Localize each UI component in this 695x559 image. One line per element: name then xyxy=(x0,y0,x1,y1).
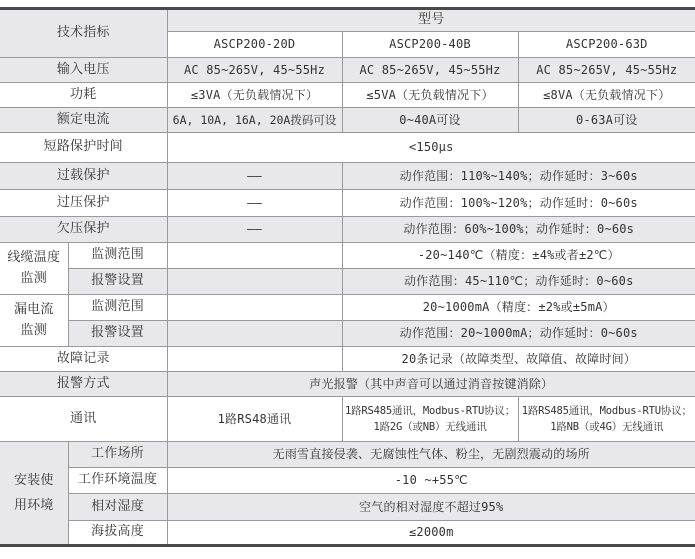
cable-temp-group-line1: 线缆温度 xyxy=(7,249,61,265)
leakage-alarm-empty-cell xyxy=(167,321,342,347)
fault-record-label-cell: 故障记录 xyxy=(0,347,167,372)
row-input-voltage xyxy=(0,58,695,83)
cable-temp-group-line2: 监测 xyxy=(20,270,47,286)
communication-value-63d xyxy=(518,397,695,442)
communication-40b-line2: 1路2G（或NB）无线通讯 xyxy=(373,421,487,433)
row-alarm-mode xyxy=(0,372,695,397)
rated-current-value-40b: 0~40A可设 xyxy=(342,108,518,133)
overvoltage-value-cell: 动作范围：100%~120%；动作延时：0~60s xyxy=(342,190,695,217)
row-short-circuit-time xyxy=(0,133,695,163)
communication-40b-line1: 1路RS485通讯，Modbus-RTU协议； xyxy=(344,404,516,417)
environment-group-label-cell xyxy=(0,442,68,546)
undervoltage-label-cell: 欠压保护 xyxy=(0,217,167,243)
communication-label-cell: 通讯 xyxy=(0,397,167,442)
cable-temp-range-empty-cell xyxy=(167,243,342,269)
environment-group-line1: 安装使 xyxy=(13,472,54,488)
row-env-humidity xyxy=(0,494,695,521)
row-leakage-range xyxy=(0,295,695,321)
row-cable-temp-alarm xyxy=(0,269,695,295)
undervoltage-dash-cell: —— xyxy=(167,217,342,243)
input-voltage-label-cell: 输入电压 xyxy=(0,58,167,83)
undervoltage-value-cell: 动作范围：60%~100%；动作延时：0~60s xyxy=(342,217,695,243)
env-workplace-label-cell: 工作场所 xyxy=(68,442,167,468)
leakage-alarm-value-cell: 动作范围：20~1000mA；动作延时：0~60s xyxy=(342,321,695,347)
env-workplace-value-cell: 无雨雪直接侵袭、无腐蚀性气体、粉尘，无剧烈震动的场所 xyxy=(167,442,695,468)
short-circuit-label-cell: 短路保护时间 xyxy=(0,133,167,163)
overvoltage-dash-cell: —— xyxy=(167,190,342,217)
row-env-altitude xyxy=(0,521,695,546)
env-humidity-value-cell: 空气的相对湿度不超过95% xyxy=(167,494,695,521)
overvoltage-label-cell: 过压保护 xyxy=(0,190,167,217)
row-communication xyxy=(0,397,695,442)
environment-group-line2: 用环境 xyxy=(13,498,54,513)
cable-temp-alarm-value-cell: 动作范围：45~110℃；动作延时：0~60s xyxy=(342,269,695,295)
input-voltage-value-63d: AC 85~265V, 45~55Hz xyxy=(518,58,695,83)
tech-indicators-header-cell: 技术指标 xyxy=(0,9,167,58)
leakage-range-label-cell: 监测范围 xyxy=(68,295,167,321)
row-model-header xyxy=(0,9,695,32)
overload-dash-cell: —— xyxy=(167,163,342,190)
communication-63d-line2: 1路NB（或4G）无线通讯 xyxy=(550,421,664,433)
cable-temp-alarm-empty-cell xyxy=(167,269,342,295)
row-env-temperature xyxy=(0,468,695,494)
env-temperature-label-cell: 工作环境温度 xyxy=(68,468,167,494)
communication-63d-line1: 1路RS485通讯，Modbus-RTU协议； xyxy=(521,404,692,417)
model-name-cell-63d: ASCP200-63D xyxy=(518,32,695,58)
leakage-group-line2: 监测 xyxy=(20,322,47,338)
spec-document-page xyxy=(0,7,695,559)
env-altitude-label-cell: 海拔高度 xyxy=(68,521,167,546)
input-voltage-value-20d: AC 85~265V, 45~55Hz xyxy=(167,58,342,83)
input-voltage-value-40b: AC 85~265V, 45~55Hz xyxy=(342,58,518,83)
power-value-40b: ≤5VA（无负载情况下） xyxy=(342,83,518,108)
row-power xyxy=(0,83,695,108)
fault-record-empty-cell xyxy=(167,347,342,372)
rated-current-label-cell: 额定电流 xyxy=(0,108,167,133)
rated-current-value-63d: 0-63A可设 xyxy=(518,108,695,133)
power-label-cell: 功耗 xyxy=(0,83,167,108)
leakage-group-label-cell xyxy=(0,295,68,347)
spec-table xyxy=(0,7,695,547)
fault-record-value-cell: 20条记录（故障类型、故障值、故障时间） xyxy=(342,347,695,372)
row-cable-temp-range xyxy=(0,243,695,269)
power-value-63d: ≤8VA（无负载情况下） xyxy=(518,83,695,108)
communication-value-40b xyxy=(342,397,518,442)
overload-label-cell: 过载保护 xyxy=(0,163,167,190)
leakage-alarm-label-cell: 报警设置 xyxy=(68,321,167,347)
rated-current-value-20d: 6A, 10A, 16A, 20A拨码可设 xyxy=(167,108,342,133)
model-header-cell: 型号 xyxy=(167,9,695,32)
row-overload-protection xyxy=(0,163,695,190)
row-overvoltage-protection xyxy=(0,190,695,217)
cable-temp-range-value-cell: -20~140℃（精度：±4%或者±2℃） xyxy=(342,243,695,269)
overload-value-cell: 动作范围：110%~140%；动作延时：3~60s xyxy=(342,163,695,190)
row-env-workplace xyxy=(0,442,695,468)
power-value-20d: ≤3VA（无负载情况下） xyxy=(167,83,342,108)
alarm-mode-label-cell: 报警方式 xyxy=(0,372,167,397)
cable-temp-group-label-cell xyxy=(0,243,68,295)
env-altitude-value-cell: ≤2000m xyxy=(167,521,695,546)
env-temperature-value-cell: -10 ~+55℃ xyxy=(167,468,695,494)
model-name-cell-20d: ASCP200-20D xyxy=(167,32,342,58)
leakage-range-empty-cell xyxy=(167,295,342,321)
model-name-cell-40b: ASCP200-40B xyxy=(342,32,518,58)
alarm-mode-value-cell: 声光报警（其中声音可以通过消音按键消除） xyxy=(167,372,695,397)
row-rated-current xyxy=(0,108,695,133)
row-leakage-alarm xyxy=(0,321,695,347)
communication-value-20d: 1路RS48通讯 xyxy=(167,397,342,442)
env-humidity-label-cell: 相对湿度 xyxy=(68,494,167,521)
cable-temp-range-label-cell: 监测范围 xyxy=(68,243,167,269)
row-fault-record xyxy=(0,347,695,372)
short-circuit-value-cell: <150μs xyxy=(167,133,695,163)
row-undervoltage-protection xyxy=(0,217,695,243)
leakage-group-line1: 漏电流 xyxy=(13,301,54,317)
leakage-range-value-cell: 20~1000mA（精度：±2%或±5mA） xyxy=(342,295,695,321)
cable-temp-alarm-label-cell: 报警设置 xyxy=(68,269,167,295)
